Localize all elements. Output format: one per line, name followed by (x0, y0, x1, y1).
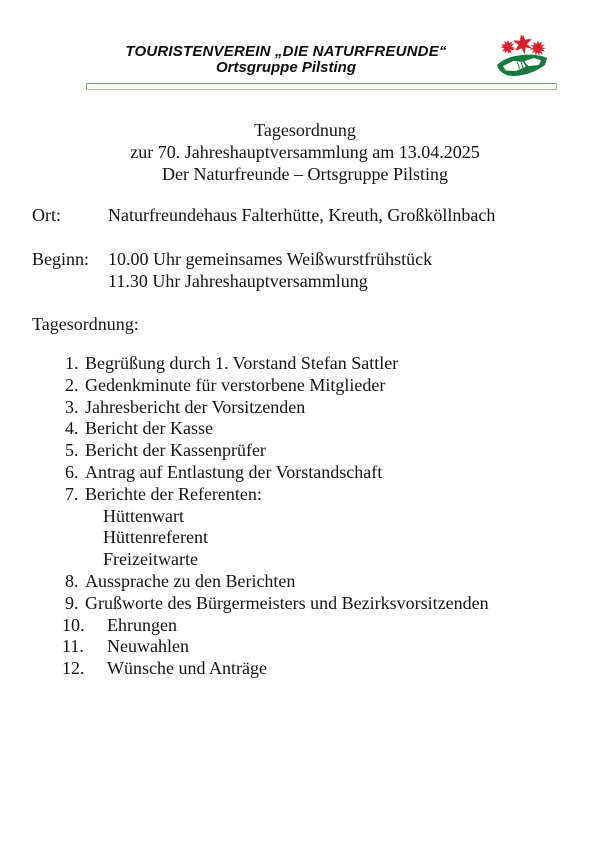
agenda-item-text: Aussprache zu den Berichten (85, 570, 296, 591)
title-line-1: Tagesordnung (254, 120, 356, 140)
agenda-item-4 (32, 418, 592, 440)
agenda-item-number: 9. (65, 592, 79, 613)
agenda-item-8 (32, 571, 592, 593)
agenda-item-text: Gedenkminute für verstorbene Mitglieder (85, 374, 386, 395)
start-time-value-2: 11.30 Uhr Jahreshauptversammlung (108, 270, 368, 291)
start-time-row-1 (32, 249, 432, 271)
org-subtitle: Ortsgruppe Pilsting (215, 58, 356, 76)
agenda-item-6 (32, 462, 592, 484)
agenda-item-text: Ehrungen (107, 614, 177, 635)
agenda-item-text: Freizeitwarte (103, 549, 198, 570)
naturfreunde-logo-icon (496, 35, 548, 79)
agenda-item-text: Neuwahlen (107, 636, 189, 657)
agenda-item-7 (32, 484, 592, 506)
agenda-subitem-huettenwart (32, 506, 592, 528)
agenda-item-text: Bericht der Kassenprüfer (85, 440, 266, 461)
document-title-block (0, 120, 610, 185)
agenda-heading: Tagesordnung: (32, 314, 139, 334)
agenda-item-text: Hüttenreferent (103, 527, 208, 548)
agenda-item-text: Grußworte des Bürgermeisters und Bezirksvorsitzenden (85, 592, 489, 613)
agenda-item-10 (32, 615, 592, 637)
agenda-item-number: 7. (65, 483, 79, 504)
agenda-item-number: 3. (65, 396, 79, 417)
agenda-subitem-freizeitwarte (32, 549, 592, 571)
agenda-list (32, 353, 592, 680)
agenda-item-number: 4. (65, 418, 79, 439)
location-value: Naturfreundehaus Falterhütte, Kreuth, Großköllnbach (108, 205, 496, 225)
agenda-item-5 (32, 440, 592, 462)
agenda-item-number: 12. (62, 658, 85, 679)
agenda-item-number: 1. (65, 353, 79, 373)
start-time-row-2 (32, 271, 432, 293)
agenda-subitem-huettenreferent (32, 527, 592, 549)
agenda-item-2 (32, 375, 592, 397)
agenda-item-text: Begrüßung durch 1. Vorstand Stefan Sattler (85, 353, 399, 373)
agenda-item-text: Berichte der Referenten: (85, 483, 262, 504)
agenda-item-text: Jahresbericht der Vorsitzenden (85, 396, 306, 417)
agenda-item-number: 8. (65, 570, 79, 591)
agenda-item-number: 6. (65, 461, 79, 482)
agenda-item-12 (32, 658, 592, 680)
agenda-item-9 (32, 593, 592, 615)
agenda-item-text: Wünsche und Anträge (107, 658, 267, 679)
title-line-2: zur 70. Jahreshauptversammlung am 13.04.2025 (130, 141, 480, 162)
start-time-block (32, 249, 432, 293)
start-time-label: Beginn: (32, 249, 89, 269)
agenda-item-1 (32, 353, 592, 375)
agenda-item-number: 10. (62, 614, 85, 635)
start-time-value-1: 10.00 Uhr gemeinsames Weißwurstfrühstück (108, 249, 433, 269)
agenda-item-number: 2. (65, 374, 79, 395)
org-name: TOURISTENVEREIN „DIE NATURFREUNDE“ (125, 43, 447, 60)
agenda-item-11 (32, 636, 592, 658)
letterhead-divider (86, 83, 557, 90)
location-label: Ort: (32, 205, 61, 225)
title-line-3: Der Naturfreunde – Ortsgruppe Pilsting (162, 163, 448, 184)
agenda-item-text: Bericht der Kasse (85, 418, 213, 439)
agenda-item-text: Antrag auf Entlastung der Vorstandschaft (85, 461, 383, 482)
agenda-item-3 (32, 397, 592, 419)
agenda-item-number: 11. (62, 636, 84, 657)
location-row (32, 205, 495, 227)
agenda-item-text: Hüttenwart (103, 505, 184, 526)
letterhead (86, 44, 486, 75)
agenda-item-number: 5. (65, 440, 79, 461)
